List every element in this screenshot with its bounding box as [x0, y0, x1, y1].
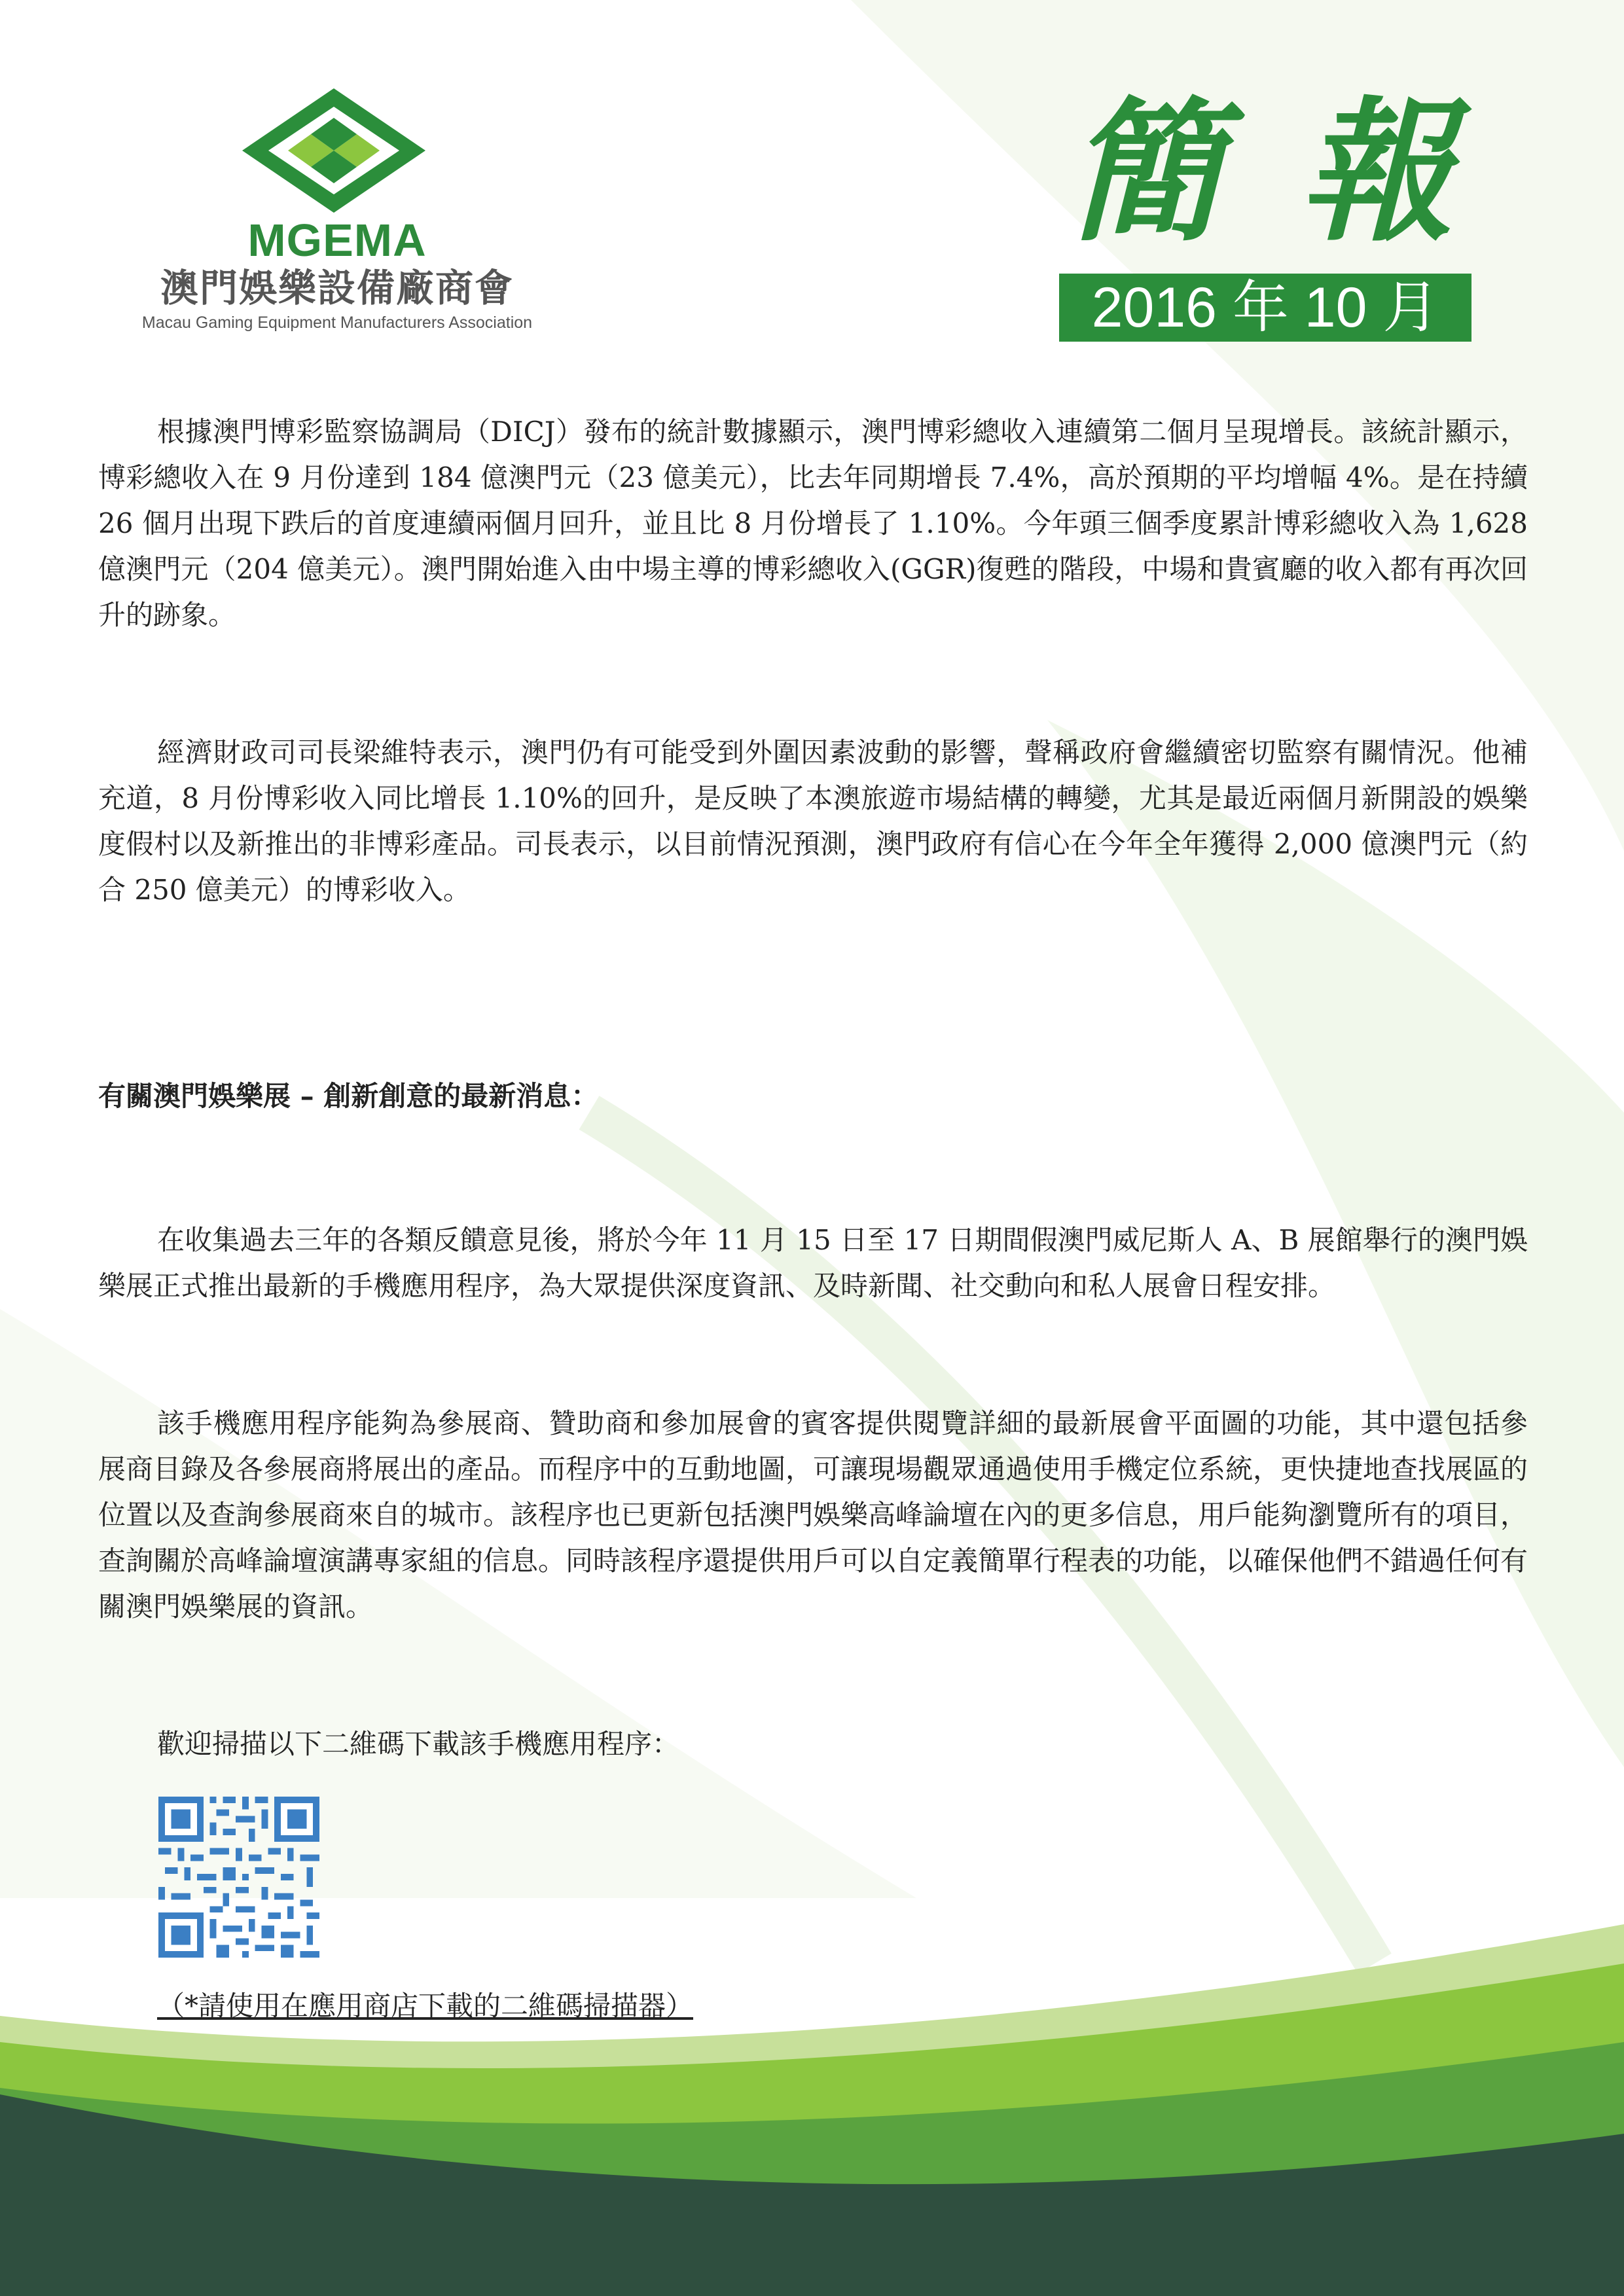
logo-abbreviation: MGEMA: [247, 215, 427, 266]
qr-code[interactable]: [158, 1797, 319, 1958]
paragraph-app-launch: 在收集過去三年的各類反饋意見後，將於今年 11 月 15 日至 17 日期間假澳門威尼斯人 A、B 展館舉行的澳門娛樂展正式推出最新的手機應用程序，為大眾提供深度資訊、及時新聞、社交動向和私人展會日程安排。: [98, 1224, 1528, 1302]
mgema-diamond-icon: [242, 88, 425, 213]
logo-chinese-name: 澳門娛樂設備廠商會: [160, 266, 514, 310]
section-heading: 有關澳門娛樂展 – 創新創意的最新消息：: [98, 1080, 599, 1112]
scan-prompt: 歡迎掃描以下二維碼下載該手機應用程序：: [157, 1728, 680, 1760]
issue-date: 2016 年 10 月: [1059, 274, 1471, 342]
logo-english-name: Macau Gaming Equipment Manufacturers Association: [141, 314, 533, 332]
paragraph-ggr-statistics: 根據澳門博彩監察協調局（DICJ）發布的統計數據顯示，澳門博彩總收入連續第二個月呈現增長。該統計顯示，博彩總收入在 9 月份達到 184 億澳門元（23 億美元），比去年同期增長 7.4%，高於預期的平均增幅 4%。是在持續 26 個月出現下跌后的首度連續兩個月回升，並且比 8 月份增長了 1.10%。今年頭三個季度累計博彩總收入為 1,628 億澳門元（204 億美元）。澳門開始進入由中場主導的博彩總收入(GGR)復甦的階段，中場和貴賓廳的收入都有再次回升的跡象。: [98, 416, 1528, 631]
newsletter-title: 簡報: [1067, 84, 1532, 262]
qr-scanner-note: （*請使用在應用商店下載的二維碼掃描器）: [157, 1990, 694, 2022]
paragraph-secretary-statement: 經濟財政司司長梁維特表示，澳門仍有可能受到外圍因素波動的影響，聲稱政府會繼續密切監察有關情況。他補充道，8 月份博彩收入同比增長 1.10%的回升，是反映了本澳旅遊市場結構的轉變，尤其是最近兩個月新開設的娛樂度假村以及新推出的非博彩產品。司長表示，以目前情況預測，澳門政府有信心在今年全年獲得 2,000 億澳門元（約合 250 億美元）的博彩收入。: [98, 736, 1528, 906]
mgema-logo: [141, 88, 533, 344]
paragraph-app-features: 該手機應用程序能夠為參展商、贊助商和參加展會的賓客提供閱覽詳細的最新展會平面圖的功能，其中還包括參展商目錄及各參展商將展出的產品。而程序中的互動地圖，可讓現場觀眾通過使用手機定位系統，更快捷地查找展區的位置以及查詢參展商來自的城市。該程序也已更新包括澳門娛樂高峰論壇在內的更多信息，用戶能夠瀏覽所有的項目，查詢關於高峰論壇演講專家組的信息。同時該程序還提供用戶可以自定義簡單行程表的功能，以確保他們不錯過任何有關澳門娛樂展的資訊。: [98, 1407, 1528, 1623]
